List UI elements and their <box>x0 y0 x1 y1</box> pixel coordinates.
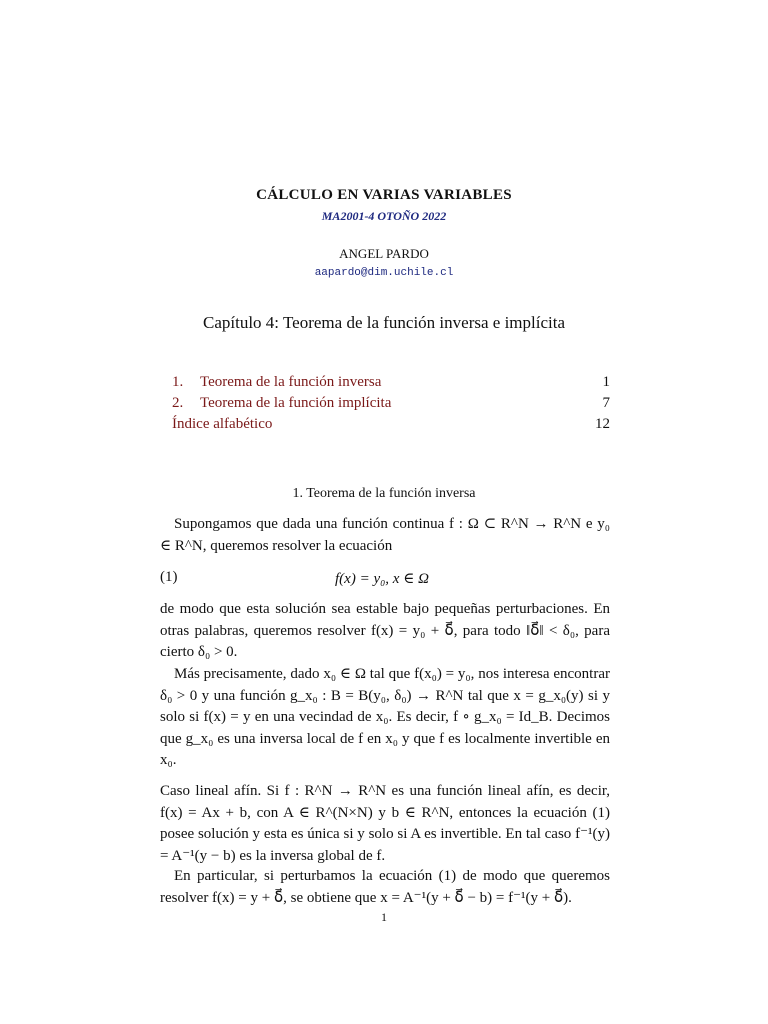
toc-entry-label[interactable]: Teorema de la función inversa <box>200 374 382 390</box>
paragraph-5: En particular, si perturbamos la ecuación (1) de modo que queremos resolver f(x) = y + δ⃗, se obtiene que x = A⁻¹(y + δ⃗ − b) = f⁻¹(y + δ⃗). <box>160 868 610 906</box>
chapter-title: Capítulo 4: Teorema de la función inversa e implícita <box>203 313 565 332</box>
toc-entry-page: 12 <box>595 416 610 432</box>
toc-entry-number: 1. <box>172 374 184 390</box>
toc-entry[interactable] <box>172 372 610 393</box>
paragraph-perturbation <box>160 866 610 909</box>
paragraph-stability <box>160 599 610 664</box>
toc-entry-number: 2. <box>172 395 184 411</box>
paragraph-3: Más precisamente, dado x₀ ∈ Ω tal que f(x₀) = y₀, nos interesa encontrar δ₀ > 0 y una función g_x₀ : B = B(y₀, δ₀) → R^N tal que x = g_x₀(y) si y solo si f(x) = y en una vecindad de x₀. Es decir, f ∘ g_x₀ = Id_B. Decimos que g_x₀ es una inversa local de f en x₀ y que f es localmente invertible en x₀. <box>160 666 610 769</box>
paragraph-4: Caso lineal afín. Si f : R^N → R^N es una función lineal afín, es decir, f(x) = Ax + b, con A ∈ R^(N×N) y b ∈ R^N, entonces la ecuación (1) posee solución y esta es única si y solo si A es invertible. En tal caso f⁻¹(y) = A⁻¹(y − b) es la inversa global de f. <box>160 783 610 864</box>
course-title: CÁLCULO EN VARIAS VARIABLES <box>256 187 512 203</box>
paragraph-1: Supongamos que dada una función continua f : Ω ⊂ R^N → R^N e y₀ ∈ R^N, queremos resolver la ecuación <box>160 516 610 554</box>
toc-entry[interactable] <box>172 414 610 435</box>
paragraph-affine-case <box>160 781 610 867</box>
toc-entry-page: 7 <box>602 395 610 411</box>
section-title: 1. Teorema de la función inversa <box>292 486 476 501</box>
paragraph-intro <box>160 514 610 557</box>
author-email[interactable]: aapardo@dim.uchile.cl <box>314 267 454 279</box>
paragraph-local-inverse <box>160 664 610 772</box>
page-number: 1 <box>381 910 387 924</box>
toc-entry-page: 1 <box>602 374 610 390</box>
paragraph-2: de modo que esta solución sea estable bajo pequeñas perturbaciones. En otras palabras, queremos resolver f(x) = y₀ + δ⃗, para todo ‖δ⃗‖ < δ₀, para cierto δ₀ > 0. <box>160 601 610 661</box>
equation-body: f(x) = y₀, x ∈ Ω <box>335 571 429 587</box>
equation-1 <box>160 569 610 591</box>
author-name: ANGEL PARDO <box>339 246 429 261</box>
course-code: MA2001-4 OTOÑO 2022 <box>321 209 447 223</box>
toc-entry[interactable] <box>172 393 610 414</box>
table-of-contents <box>172 372 610 435</box>
equation-number: (1) <box>160 569 178 585</box>
toc-entry-label[interactable]: Índice alfabético <box>172 416 273 432</box>
toc-entry-label[interactable]: Teorema de la función implícita <box>200 395 392 411</box>
